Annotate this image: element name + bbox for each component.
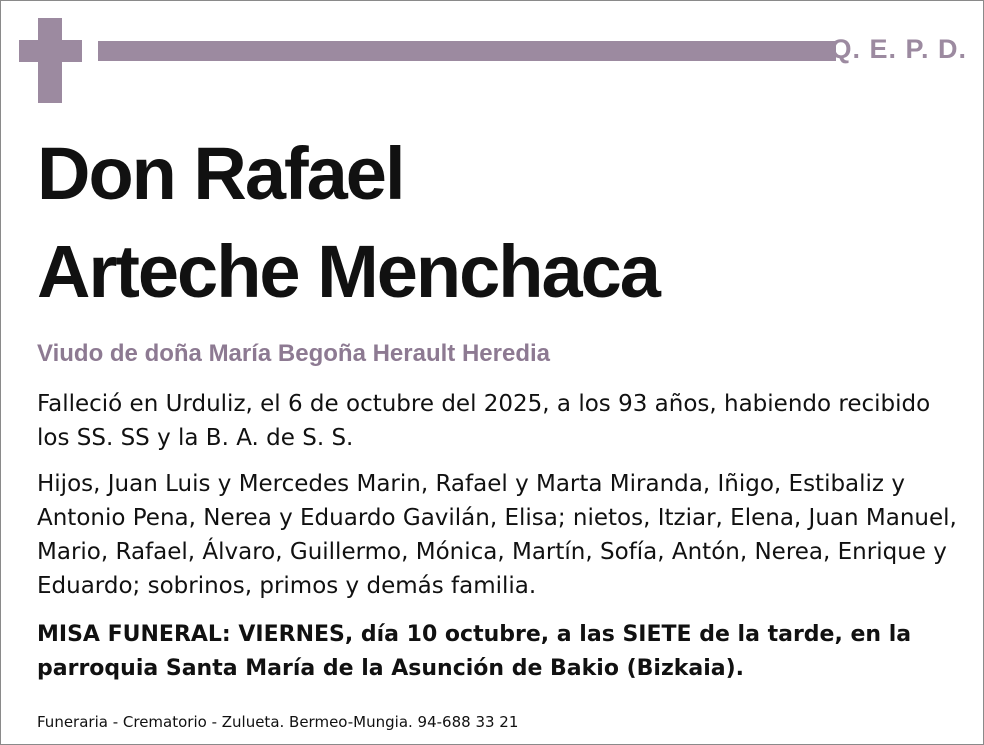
deceased-name-line2: Arteche Menchaca (37, 230, 659, 313)
header-band (98, 41, 836, 61)
widow-of-text: Viudo de doña María Begoña Herault Heredia (37, 340, 550, 367)
funeral-mass-text: MISA FUNERAL: VIERNES, día 10 octubre, a las SIETE de la tarde, en la parroquia Santa María de la Asunción de Bakio (Bizkaia). (37, 622, 912, 681)
qepd-label: Q. E. P. D. (830, 34, 967, 64)
cross-horizontal-bar (19, 40, 82, 62)
family-text: Hijos, Juan Luis y Mercedes Marin, Rafael y Marta Miranda, Iñigo, Estibaliz y Antonio Pena, Nerea y Eduardo Gavilán, Elisa; nietos, Itziar, Elena, Juan Manuel, Mario, Rafael, Álvaro, Guillermo, Mónica, Martín, Sofía, Antón, Nerea, Enrique y Eduardo; sobrinos, primos y demás familia. (37, 471, 957, 599)
death-notice-text: Falleció en Urduliz, el 6 de octubre del 2025, a los 93 años, habiendo recibido los SS. SS y la B. A. de S. S. (37, 391, 931, 451)
deceased-name-line1: Don Rafael (37, 132, 404, 215)
funeral-home-footer: Funeraria - Crematorio - Zulueta. Bermeo-Mungia. 94-688 33 21 (37, 713, 519, 731)
